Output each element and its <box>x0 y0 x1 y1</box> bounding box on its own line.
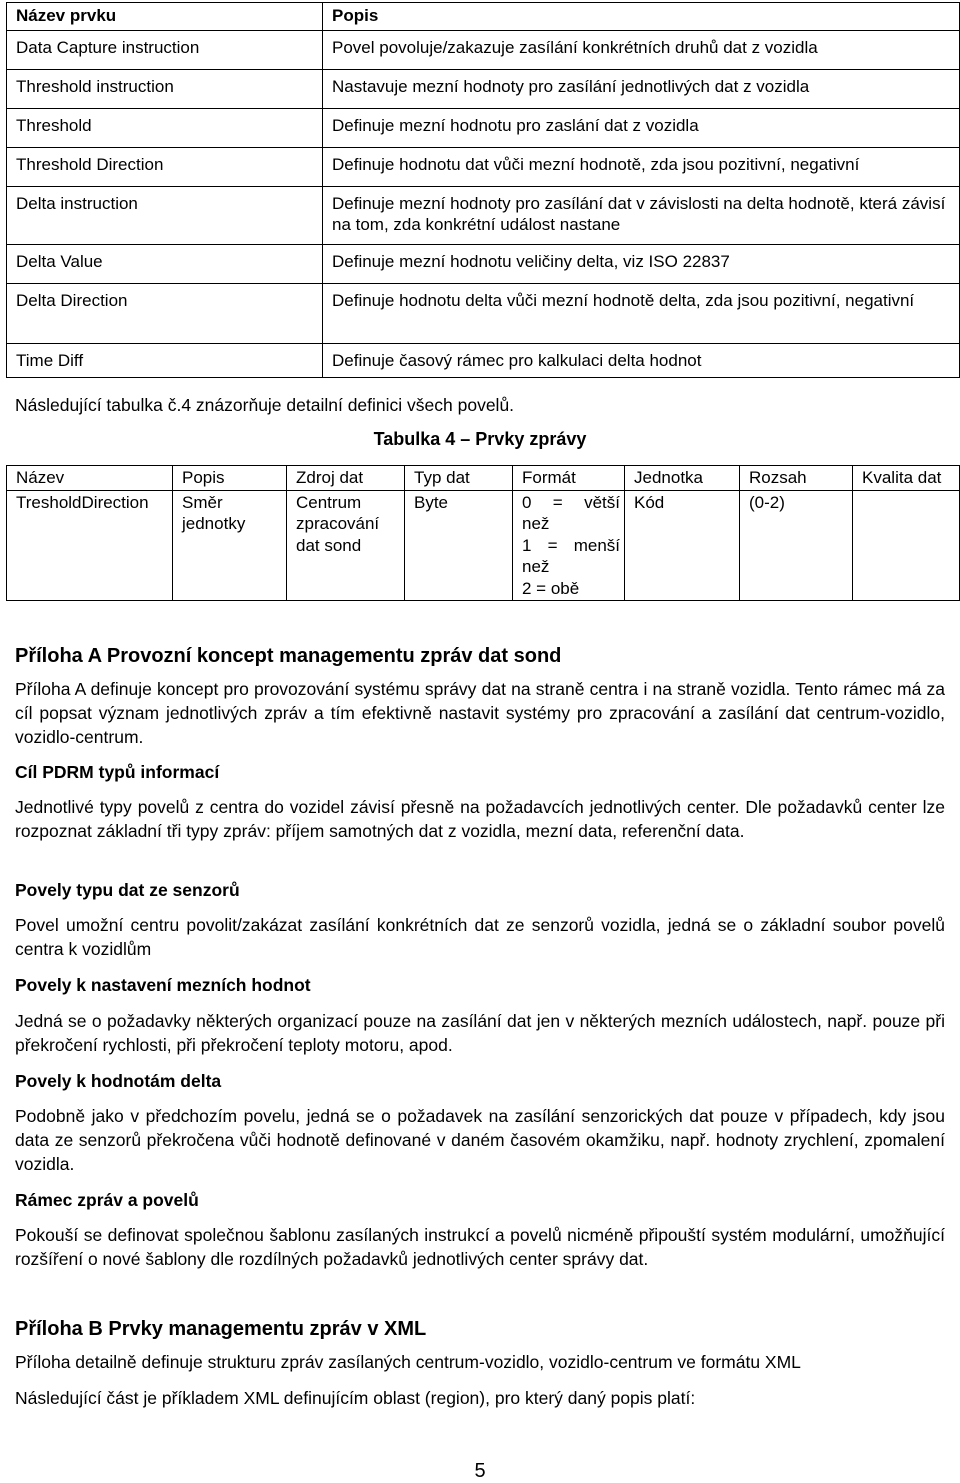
section-heading: Cíl PDRM typů informací <box>15 762 220 782</box>
appendix-a-intro: Příloha A definuje koncept pro provozování systému správy dat na straně centra i na straně vozidla. Tento rámec má za cíl popsat význam jednotlivých zpráv a tím efektivně nastavit systémy pro zpracování a zasílání dat centrum-vozidlo, vozidlo-centrum. <box>15 679 945 747</box>
appendix-b-title: Příloha B Prvky managementu zpráv v XML <box>15 1318 427 1340</box>
row-desc: Definuje mezní hodnoty pro zasílání dat v závislosti na delta hodnotě, která závisí na tom, zda konkrétní událost nastane <box>323 187 960 245</box>
page-number: 5 <box>474 1460 486 1482</box>
col-header: Typ dat <box>405 466 513 491</box>
cell-kvalita <box>853 490 960 601</box>
table-row <box>7 31 960 70</box>
row-desc: Definuje mezní hodnotu veličiny delta, viz ISO 22837 <box>323 245 960 284</box>
row-name: Data Capture instruction <box>7 31 323 70</box>
section-heading: Povely k hodnotám delta <box>15 1071 222 1091</box>
cell-jednotka: Kód <box>625 490 740 601</box>
section-heading: Rámec zpráv a povelů <box>15 1190 199 1210</box>
appendix-b-line1: Příloha detailně definuje strukturu zpráv zasílaných centrum-vozidlo, vozidlo-centrum ve formátu XML <box>15 1352 801 1372</box>
format-line: 2 = obě <box>522 578 580 598</box>
col-header: Popis <box>173 466 287 491</box>
section-heading: Povely typu dat ze senzorů <box>15 880 240 900</box>
col-header: Zdroj dat <box>287 466 405 491</box>
col-header: Jednotka <box>625 466 740 491</box>
col-header: Rozsah <box>740 466 853 491</box>
format-line: 1 = menší <box>522 535 620 555</box>
section-text: Jednotlivé typy povelů z centra do vozidel závisí přesně na požadavcích jednotlivých center. Dle požadavků center lze rozpoznat základní tři typy zpráv: příjem samotných dat z vozidla, mezní data, referenční data. <box>15 797 945 841</box>
table-row <box>7 344 960 378</box>
appendix-b-line2: Následující část je příkladem XML definujícím oblast (region), pro který daný popis platí: <box>15 1388 696 1408</box>
row-desc: Nastavuje mezní hodnoty pro zasílání jednotlivých dat z vozidla <box>323 70 960 109</box>
table-row <box>7 70 960 109</box>
table-row <box>7 245 960 284</box>
row-name: Threshold <box>7 109 323 148</box>
section-text: Podobně jako v předchozím povelu, jedná se o požadavek na zasílání senzorických dat pouze v případech, kdy jsou data ze senzorů překročena vůči hodnotě definované v daném časovém okamžiku, např. hodnoty zrychlení, zpomalení vozidla. <box>15 1106 945 1174</box>
row-name: Time Diff <box>7 344 323 378</box>
format-line: než <box>522 557 550 576</box>
row-desc: Definuje mezní hodnotu pro zaslání dat z vozidla <box>323 109 960 148</box>
row-name: Delta Direction <box>7 284 323 344</box>
message-elements-table <box>6 465 960 601</box>
table-header-row <box>7 466 960 491</box>
elements-table <box>6 2 960 378</box>
row-desc: Povel povoluje/zakazuje zasílání konkrétních druhů dat z vozidla <box>323 31 960 70</box>
section-text: Pokouší se definovat společnou šablonu zasílaných instrukcí a povelů nicméně připouští systém modulární, umožňující rozšíření o nové šablony dle rozdílných požadavků jednotlivých center správy dat. <box>15 1225 945 1269</box>
cell-format <box>513 490 625 601</box>
cell-popis: Směr jednotky <box>173 490 287 601</box>
cell-zdroj: Centrum zpracování dat sond <box>287 490 405 601</box>
section-text: Povel umožní centru povolit/zakázat zasílání konkrétních dat ze senzorů vozidla, jedná se o základní soubor povelů centra k vozidlům <box>15 915 945 959</box>
section-text: Jedná se o požadavky některých organizací pouze na zasílání dat jen v některých mezních událostech, např. pouze při překročení rychlosti, při překročení teploty motoru, apod. <box>15 1011 945 1055</box>
row-name: Threshold Direction <box>7 148 323 187</box>
table-row <box>7 148 960 187</box>
col-header: Kvalita dat <box>853 466 960 491</box>
row-name: Delta Value <box>7 245 323 284</box>
section-heading: Povely k nastavení mezních hodnot <box>15 975 311 995</box>
cell-name: TresholdDirection <box>7 490 173 601</box>
table-row <box>7 187 960 245</box>
col-header: Formát <box>513 466 625 491</box>
row-desc: Definuje hodnotu delta vůči mezní hodnotě delta, zda jsou pozitivní, negativní <box>323 284 960 344</box>
table4-caption: Tabulka 4 – Prvky zprávy <box>373 429 587 449</box>
table-header-row <box>7 3 960 31</box>
table-row <box>7 284 960 344</box>
format-line: než <box>522 514 550 533</box>
row-name: Delta instruction <box>7 187 323 245</box>
col-header: Název <box>7 466 173 491</box>
header-name: Název prvku <box>7 3 323 31</box>
cell-rozsah: (0-2) <box>740 490 853 601</box>
table4-intro: Následující tabulka č.4 znázorňuje detailní definici všech povelů. <box>15 395 515 415</box>
cell-typ: Byte <box>405 490 513 601</box>
row-desc: Definuje časový rámec pro kalkulaci delta hodnot <box>323 344 960 378</box>
appendix-a-title: Příloha A Provozní koncept managementu zpráv dat sond <box>15 645 562 667</box>
table-row <box>7 490 960 601</box>
row-desc: Definuje hodnotu dat vůči mezní hodnotě, zda jsou pozitivní, negativní <box>323 148 960 187</box>
table-row <box>7 109 960 148</box>
format-line: 0 = větší <box>522 492 620 512</box>
row-name: Threshold instruction <box>7 70 323 109</box>
header-desc: Popis <box>323 3 960 31</box>
